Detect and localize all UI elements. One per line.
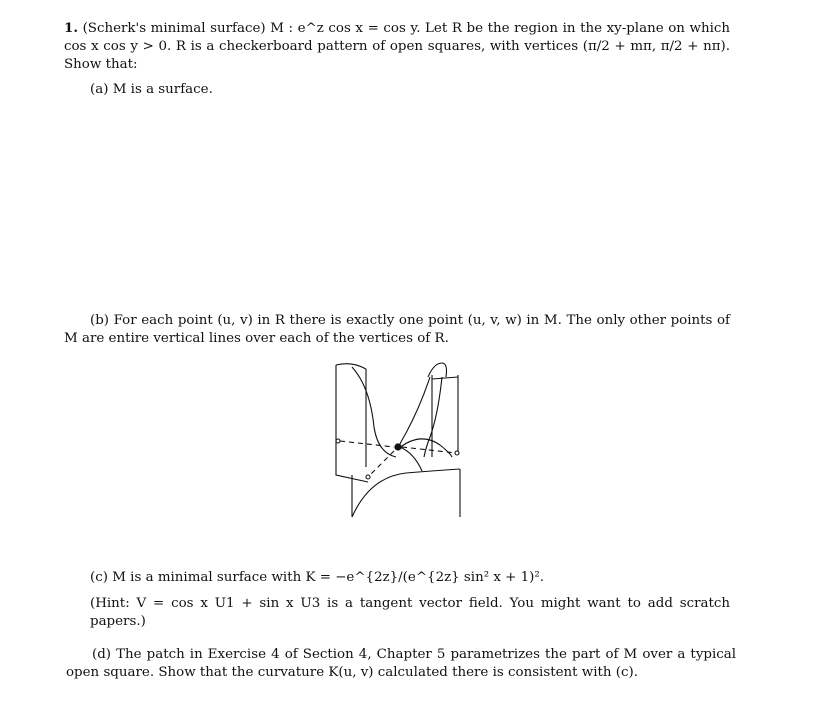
part-b: (b) For each point (u, v) in R there is exactly one point (u, v, w) in M. The only other points of M are entire vertical lines over each of the vertices of R. [64,313,730,346]
axis-marker-bottom [366,475,370,479]
right-sheet-cap [432,377,458,379]
right-curve-4 [400,447,422,471]
problem-statement [64,19,730,74]
dashed-axis-right [402,447,456,453]
part-d: (d) The patch in Exercise 4 of Section 4, Chapter 5 parametrizes the part of M over a typical open square. Show that the curvature K(u, v) calculated there is consistent with (c). [66,647,736,680]
hint-text: (Hint: V = cos x U1 + sin x U3 is a tangent vector field. You might want to add scratch papers.) [90,596,730,629]
problem-number: 1. [64,20,78,36]
left-sheet-top [336,364,366,369]
scherk-surface-figure [330,357,470,527]
right-curve-1 [398,377,430,449]
problem-intro: (Scherk's minimal surface) M : e^z cos x = cos y. Let R be the region in the xy-plane on which cos x cos y > 0. R is a checkerboard pattern of open squares, with vertices (π/2 + mπ, π/2 + nπ). Show that: [64,21,730,72]
axis-marker-right [455,451,459,455]
part-c: (c) M is a minimal surface with K = −e^{2z}/(e^{2z} sin² x + 1)². [90,570,544,585]
hint [90,595,730,631]
axis-marker-left [336,439,340,443]
left-sheet-outline [336,365,368,482]
saddle-point [394,443,401,450]
dashed-axis-left [340,441,394,447]
right-sheet-top [428,363,447,377]
part-a: (a) M is a surface. [90,82,213,97]
